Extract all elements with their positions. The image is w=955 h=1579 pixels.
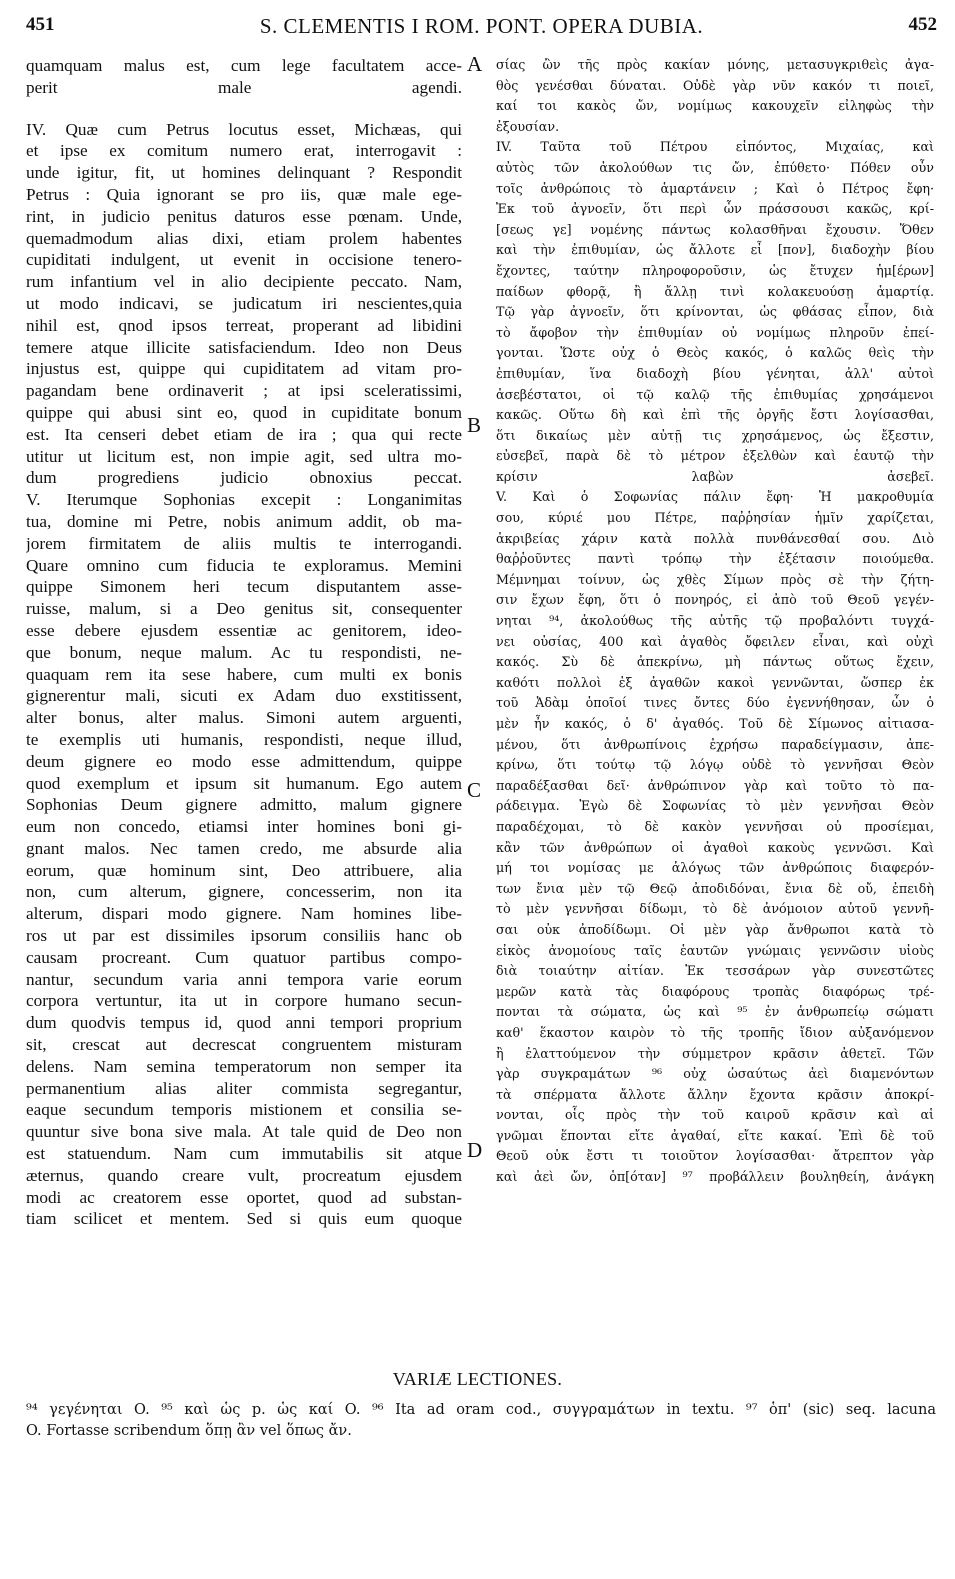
text-line: σου, κύριέ μου Πέτρε, παῤῥησίαν ἡμῖν χαρίζεται, [496, 510, 934, 526]
text-line: tiam scilicet et mentem. Sed si quis eum quoque [26, 1209, 462, 1229]
text-line: IV. Quæ cum Petrus locutus esset, Michæas, qui [26, 119, 462, 139]
text-line: καθ' ἕκαστον καιρὸν τὸ τῆς τροπῆς ἴδιον αὐξανόμενον [496, 1024, 934, 1040]
text-line: eaque secundum temporis mistionem et consilia se- [26, 1100, 462, 1120]
text-line: ἔχοντες, ταύτην πληροφοροῦσιν, ὡς ἔτυχεν ἡμ[έρων] [496, 262, 934, 278]
variae-line-1: ⁹⁴ γεγένηται O. ⁹⁵ καὶ ὡς p. ὡς καί O. ⁹⁶ Ita ad oram cod., συγγραμάτων in textu. ⁹⁷ ὁπ' (sic) seq. lacuna [26, 1402, 936, 1418]
text-line: τὸ μὲν γεννῆσαι δίδωμι, τὸ δὲ ἀνόμοιον αὐτοῦ γεννῆ- [496, 901, 934, 917]
text-line: quippe qui abusi sint eo, quod in cupiditate bonum [26, 402, 462, 422]
text-line: utitur ut licitum est, non impie agit, sed ultra mo- [26, 446, 462, 466]
margin-letter-c: C [467, 778, 482, 802]
text-line: ἀσεβέστατοι, οἱ τῷ καλῷ τῆς ἐπιθυμίας χρησάμενοι [496, 386, 934, 402]
text-line: est. Ita censeri debet etiam de ira ; qua qui recte [26, 424, 462, 444]
text-line: καὶ τὴν ἐπιθυμίαν, ὡς ἄλλοτε εἶ [πον], διαδοχὴν βίου [496, 242, 934, 258]
text-line: [σεως γε] νομένης πάντως κολασθῆναι ἔχουσιν. Ὅθεν [496, 221, 934, 237]
text-line: νηται ⁹⁴, ἀκολούθως τῆς αὐτῆς τῷ προβαλόντι τυγχά- [496, 613, 934, 629]
text-line: των ἔνια μὲν τῷ Θεῷ ἀποδιδόναι, ἔνια δὲ οὔ, ἐπειδὴ [496, 880, 934, 896]
text-line: gnant malos. Nec tamen credo, me absurde alia [26, 838, 462, 858]
text-line: τὸ ἄφοβον τὴν ἐπιθυμίαν οὐ νομίμως πληροῦν ἐπεί- [496, 324, 934, 340]
text-line: pagandam bene ordinaverit ; at ipsi sceleratissimi, [26, 381, 462, 401]
text-line: æternus, quando creare vult, procreatum ejusdem [26, 1165, 462, 1185]
text-line: ἐξουσίαν. [496, 118, 560, 134]
text-line: modi ac creatorem esse oportet, quod ad substan- [26, 1187, 462, 1207]
text-line: rint, in judicio penitus daturos esse pœnam. Unde, [26, 206, 462, 226]
text-line: παίδων φθορᾷ, ἢ ἄλλῃ τινὶ κολακευούσῃ ἁμαρτίᾳ. [496, 283, 934, 299]
text-line: αὐτὸς τῶν ἀκολούθων τις ὤν, ἐπύθετο· Πόθεν οὖν [496, 159, 934, 175]
text-line: νονται, οἷς πρὸς τὴν τοῦ καιροῦ κρᾶσιν καὶ αἱ [496, 1107, 934, 1123]
text-line: γνῶμαι ἕπονται εἴτε ἀγαθαί, εἴτε κακαί. Ἐπὶ δὲ τοῦ [496, 1127, 934, 1143]
text-line: eum non concedo, etiamsi inter homines boni gi- [26, 817, 462, 837]
text-line: corpora vertuntur, ita ut in corpore humano secun- [26, 991, 462, 1011]
text-line: ros ut par est dissimiles ipsorum consiliis hanc ob [26, 926, 462, 946]
text-line: Ἐκ τοῦ ἀγνοεῖν, ὅτι περὶ ὧν πράσσουσι κακῶς, κρί- [496, 201, 934, 217]
text-line: quemadmodum alias dixi, etiam prolem habentes [26, 228, 462, 248]
text-line: V. Iterumque Sophonias excepit : Longanimitas [26, 490, 462, 510]
text-line: perit male agendi. [26, 77, 462, 97]
margin-letter-a: A [467, 52, 483, 76]
running-header [26, 14, 937, 44]
greek-column [496, 55, 934, 1188]
running-title: S. CLEMENTIS I ROM. PONT. OPERA DUBIA. [259, 14, 704, 38]
text-line: quaquam rem ita sese habere, cum multi ex bonis [26, 664, 462, 684]
text-line: deum gignere eo modo esse admittendum, quippe [26, 751, 462, 771]
variae-heading: VARIÆ LECTIONES. [392, 1369, 563, 1389]
text-line: unde igitur, fit, ut homines delinquant ? Respondit [26, 163, 462, 183]
text-line: μένου, ὅτι ἀνθρωπίνοις ἐχρήσω παραδείγμασιν, ἀπε- [496, 736, 934, 752]
text-line: θαῤῥοῦντες παντὶ τρόπῳ τὴν ἐξέτασιν ποιούμεθα. [496, 551, 934, 567]
text-line: quuntur sive bona sive mala. At tale quid de Deo non [26, 1122, 462, 1142]
text-line: θὸς γενέσθαι δύναται. Οὐδὲ γὰρ νῦν κακόν τι ποιεῖ, [496, 77, 934, 93]
text-line: καθότι πολλοὶ ἐξ ἀγαθῶν κακοὶ γεννῶνται, ὥσπερ ἐκ [496, 674, 934, 690]
text-line: temere atque illicite satisfaciendum. Ideo non Deus [26, 337, 462, 357]
latin-column [26, 55, 462, 1230]
text-line: te exemplis uti humanis, respondisti, neque illud, [26, 729, 462, 749]
text-line: κρίσιν λαβὼν ἀσεβεῖ. [496, 468, 934, 484]
text-line: quippe Simonem heri tecum disputantem asse- [26, 577, 462, 597]
text-line: dum quodvis tempus id, quod anni tempori proprium [26, 1013, 462, 1033]
text-line: IV. Ταῦτα τοῦ Πέτρου εἰπόντος, Μιχαίας, καὶ [496, 139, 934, 155]
text-line: nantur, secundum varia anni tempora varie eorum [26, 969, 462, 989]
text-line: et ipse ex comitum numero erat, interrogavit : [26, 141, 462, 161]
text-line: Petrus : Quia ignorant se pro iis, quæ male ege- [26, 184, 462, 204]
text-line: γὰρ συγκραμάτων ⁹⁶ οὐχ ὡσαύτως ἀεὶ διαμενόντων [496, 1066, 934, 1082]
text-line: nihil est, qnod ipsos terreat, properant ad libidini [26, 315, 462, 335]
text-line: μή τοι νομίσας με ἀλόγως τῶν ἀνθρώποις διαφερόν- [496, 860, 934, 876]
text-line: gignerentur mali, sicuti ex Adam duo exstitissent, [26, 686, 462, 706]
text-line: cupiditati indulgent, ut evenit in occisione tenero- [26, 250, 462, 270]
text-line: non, cum alterum, gignere, concesserim, non ita [26, 882, 462, 902]
text-line: alterum, dispari modo gignere. Nam homines libe- [26, 904, 462, 924]
text-line: τοῦ Ἀδὰμ ὁποῖοί τινες ὄντες δύο ἐγεννήθησαν, ὧν ὁ [496, 695, 934, 711]
text-line: σίας ὢν τῆς πρὸς κακίαν μόνης, μετασυγκριθεὶς ἀγα- [496, 57, 934, 72]
text-line: injustus est, quippe qui cupiditatem ad vitam pro- [26, 359, 462, 379]
text-line: μερῶν κατὰ τὰς διαφόρους τροπὰς διαφόρως τρέ- [496, 983, 934, 999]
text-line: κἂν τῶν ἀνθρώπων οἱ ἀγαθοὶ κακοὺς γεννῶσι. Καὶ [496, 839, 934, 855]
text-line: μὲν ἦν κακός, ὁ δ' ἀγαθός. Τοῦ δὲ Σίμωνος αἰτιασα- [496, 716, 934, 731]
text-line: permanentium alias aliter commista segregantur, [26, 1078, 462, 1098]
text-line: esse debere ejusdem essentiæ ac genitorem, ideo- [26, 620, 462, 640]
text-line: ἢ ἐλαττούμενον τὴν σύμμετρον κρᾶσιν ἀθετεῖ. Τῶν [496, 1045, 934, 1061]
text-line: ruisse, malum, si a Deo genitus sit, consequenter [26, 599, 462, 619]
text-line: Θεοῦ οὐκ ἔστι τι τοιοῦτον λογίσασθαι· ἄτρεπτον γὰρ [496, 1148, 934, 1164]
text-line: κρίνω, ὅτι τούτῳ τῷ λόγῳ οὐδὲ τὸ γεννῆσαι Θεὸν [496, 757, 934, 773]
text-line: causam procreant. Cum quatuor partibus compo- [26, 947, 462, 967]
text-line: τὰ σπέρματα ἄλλοτε ἄλλην ἔχοντα κρᾶσιν ἀποκρί- [496, 1086, 934, 1102]
text-line: εὐσεβεῖ, παρὰ δὲ τὸ μέτρον ἐξελθὼν καὶ ἑαυτῷ τὴν [496, 448, 934, 464]
text-line: διὰ τοιαύτην αἰτίαν. Ἐκ τεσσάρων γὰρ συνεστῶτες [496, 963, 934, 979]
text-line: πονται τὰ σώματα, ὡς καὶ ⁹⁵ ἐν ἀνθρωπείῳ σώματι [496, 1004, 934, 1020]
text-line: Quare omnino cum fiducia te exploramus. Memini [26, 555, 462, 575]
text-line: alter bonus, alter malus. Simoni autem arguenti, [26, 708, 462, 728]
text-line: dum progrediens judicio obnoxius peccat. [26, 468, 462, 488]
text-line: delens. Nam semina temperatorum non semper ita [26, 1056, 462, 1076]
text-line: κακῶς. Οὕτω δὴ καὶ ἐπὶ τῆς ὀργῆς ἔστι λογίσασθαι, [496, 407, 934, 423]
text-line: νει οὐσίας, 400 καὶ ἀγαθὸς ὄφειλεν εἶναι, καὶ οὐχὶ [496, 633, 934, 649]
text-line: eorum, quæ hominum sint, Deo attribuere, alia [26, 860, 462, 880]
text-line: Μέμνημαι τοίνυν, ὡς χθὲς Σίμων πρὸς σὲ τὴν ζήτη- [496, 571, 934, 587]
text-line: Sophonias Deum gignere admitto, malum gignere [26, 795, 462, 815]
text-line: quamquam malus est, cum lege facultatem acce- [26, 56, 462, 75]
text-line: εἰκὸς ἀνομοίους ταῖς ἑαυτῶν γνώμαις γεννῶσιν υἱοὺς [496, 942, 934, 958]
text-line: ἀκριβείας χάριν κατὰ πολλὰ πυνθάνεσθαί σου. Διὸ [496, 530, 934, 546]
page-number-right: 452 [908, 14, 937, 35]
text-line: σιν ἔχων ἔφη, ὅτι ὁ πονηρός, εἰ ἀπὸ τοῦ Θεοῦ γεγέν- [496, 592, 934, 608]
text-line: παραδέχομαι, τὸ δὲ κακὸν γεννῆσαι οὐ προσίεμαι, [496, 818, 934, 834]
text-line: ut modo indicavi, se judicatum iri nescientes,quia [26, 293, 462, 313]
text-line: jorem firmitatem de aliis multis te interrogandi. [26, 533, 462, 553]
text-line: tua, domine mi Petre, nobis animum addit, ob ma- [26, 511, 462, 531]
text-line: παραδέξασθαι δεῖ· ἀνθρώπινον γὰρ καὶ τοῦτο τὸ πα- [496, 777, 934, 793]
text-line: σαι οὐκ ἀποδίδωμι. Οἱ μὲν γὰρ ἄνθρωποι κατὰ τὸ [496, 921, 934, 937]
variae-line-2: O. Fortasse scribendum ὅπῃ ἂν vel ὅπως ἄν. [26, 1423, 352, 1439]
text-line: ἐπιθυμίαν, ἵνα διαδοχὴ βίου γένηται, ἀλλ' αὐτοὶ [496, 365, 934, 381]
text-line: τοῖς ἀνθρώποις τὸ ἁμαρτάνειν ; Καὶ ὁ Πέτρος ἔφη· [496, 180, 934, 196]
text-line: ὅτι δικαίως μὲν αὐτῇ τις χρησάμενος, ὡς ἔξεστιν, [496, 427, 934, 443]
text-line: rum infantium vel in alio decipiente peccato. Nam, [26, 272, 462, 292]
margin-letter-d: D [467, 1138, 483, 1162]
text-line: ράδειγμα. Ἐγὼ δὲ Σοφωνίας τὸ μὲν γεννῆσαι Θεὸν [496, 798, 934, 814]
page-number-left: 451 [26, 14, 55, 35]
margin-letter-b: B [467, 413, 482, 437]
text-line: Τῷ γὰρ ἀγνοεῖν, ὅτι κρίνονται, ὡς φθάσας εἶπον, διὰ [496, 304, 934, 320]
text-line: V. Καὶ ὁ Σοφωνίας πάλιν ἔφη· Ἡ μακροθυμία [496, 489, 934, 505]
text-line: est statuendum. Nam cum immutabilis sit atque [26, 1144, 462, 1164]
text-line: γονται. Ὥστε οὐχ ὁ Θεὸς κακός, ὁ καλῶς θεὶς τὴν [496, 345, 934, 361]
text-line: καὶ ἀεὶ ὤν, ὁπ[όταν] ⁹⁷ προβάλλειν βουληθείη, ἀνάγκη [496, 1169, 934, 1185]
paragraph-gap [26, 99, 462, 119]
text-line: κακός. Σὺ δὲ ἀπεκρίνω, μὴ πάντως οὕτως ἔχειν, [496, 654, 934, 670]
text-line: que bonum, neque malum. Ac tu respondisti, ne- [26, 642, 462, 662]
text-line: quod exemplum et ipsum sit humanum. Ego autem [26, 773, 462, 793]
text-line: sit, crescat aut decrescat congruentem misturam [26, 1035, 462, 1055]
text-line: καί τοι κακὸς ὤν, νομίμως κακουχεῖν εἰληφὼς τὴν [496, 98, 934, 114]
